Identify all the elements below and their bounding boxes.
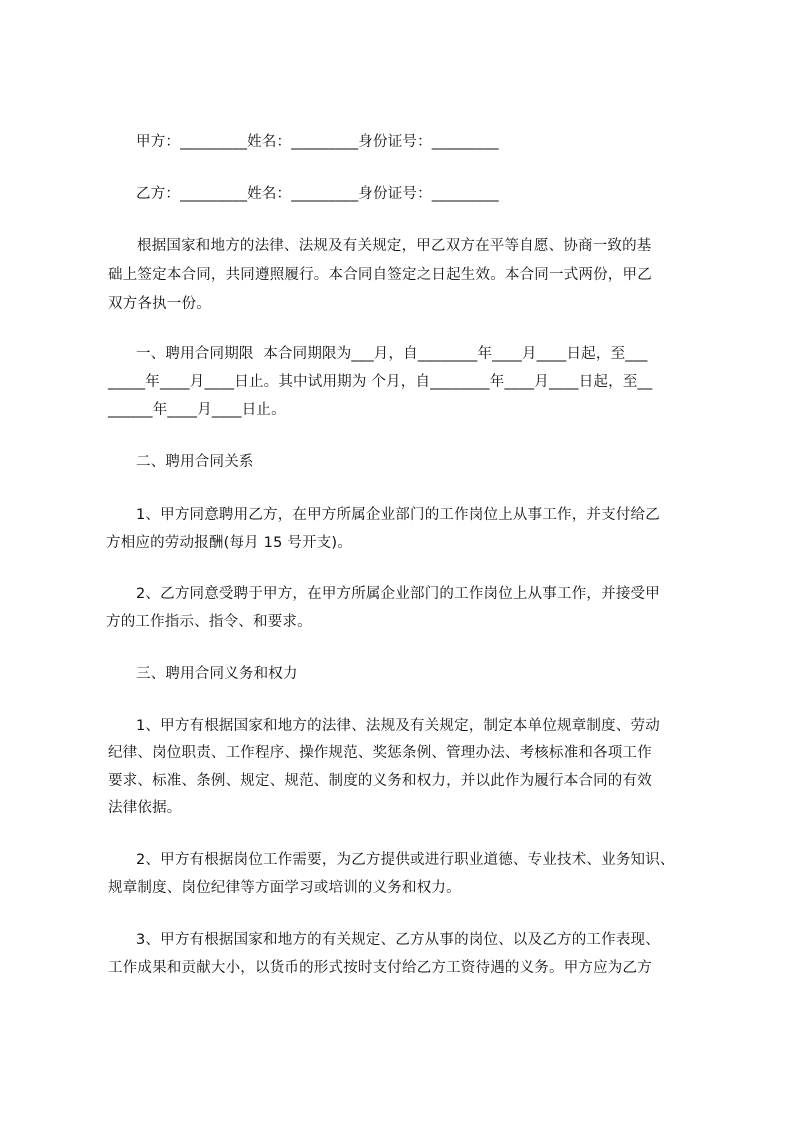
- party-b-line: 乙方：_________姓名：_________身份证号：_________: [136, 186, 499, 202]
- intro-line-3: 双方各执一份。: [108, 296, 211, 312]
- section2-item2-line-1: 2、乙方同意受聘于甲方，在甲方所属企业部门的工作岗位上从事工作，并接受甲: [136, 586, 660, 602]
- section2-heading: 二、聘用合同关系: [136, 454, 254, 470]
- section3-item1-line-3: 要求、标准、条例、规定、规范、制度的义务和权力，并以此作为履行本合同的有效: [108, 773, 652, 789]
- party-a-line: 甲方：_________姓名：_________身份证号：_________: [136, 134, 499, 150]
- section3-item2-line-1: 2、甲方有根据岗位工作需要，为乙方提供或进行职业道德、专业技术、业务知识、: [136, 852, 675, 868]
- section1-line-3: ______年____月____日止。: [108, 402, 286, 418]
- section3-item1-line-2: 纪律、岗位职责、工作程序、操作规范、奖惩条例、管理办法、考核标准和各项工作: [108, 745, 652, 761]
- intro-line-1: 根据国家和地方的法律、法规及有关规定，甲乙双方在平等自愿、协商一致的基: [137, 238, 652, 254]
- section1-line-2: _____年____月____日止。其中试用期为 个月，自________年____月____日起，至__: [108, 374, 653, 390]
- section3-item3-line-2: 工作成果和贡献大小，以货币的形式按时支付给乙方工资待遇的义务。甲方应为乙方: [108, 960, 652, 976]
- section2-item1-line-1: 1、甲方同意聘用乙方，在甲方所属企业部门的工作岗位上从事工作，并支付给乙: [136, 507, 660, 523]
- section1-line-1: 一、聘用合同期限 本合同期限为___月，自________年____月____日起，至___: [136, 346, 648, 362]
- section3-item3-line-1: 3、甲方有根据国家和地方的有关规定、乙方从事的岗位、以及乙方的工作表现、: [136, 932, 660, 948]
- section2-item1-line-2: 方相应的劳动报酬(每月 15 号开支)。: [106, 535, 352, 551]
- section2-item2-line-2: 方的工作指示、指令、和要求。: [106, 614, 312, 630]
- section3-item2-line-2: 规章制度、岗位纪律等方面学习或培训的义务和权力。: [108, 880, 461, 896]
- intro-line-2: 础上签定本合同，共同遵照履行。本合同自签定之日起生效。本合同一式两份，甲乙: [108, 267, 652, 283]
- section3-heading: 三、聘用合同义务和权力: [136, 666, 298, 682]
- section3-item1-line-4: 法律依据。: [108, 800, 182, 816]
- section3-item1-line-1: 1、甲方有根据国家和地方的法律、法规及有关规定，制定本单位规章制度、劳动: [136, 718, 660, 734]
